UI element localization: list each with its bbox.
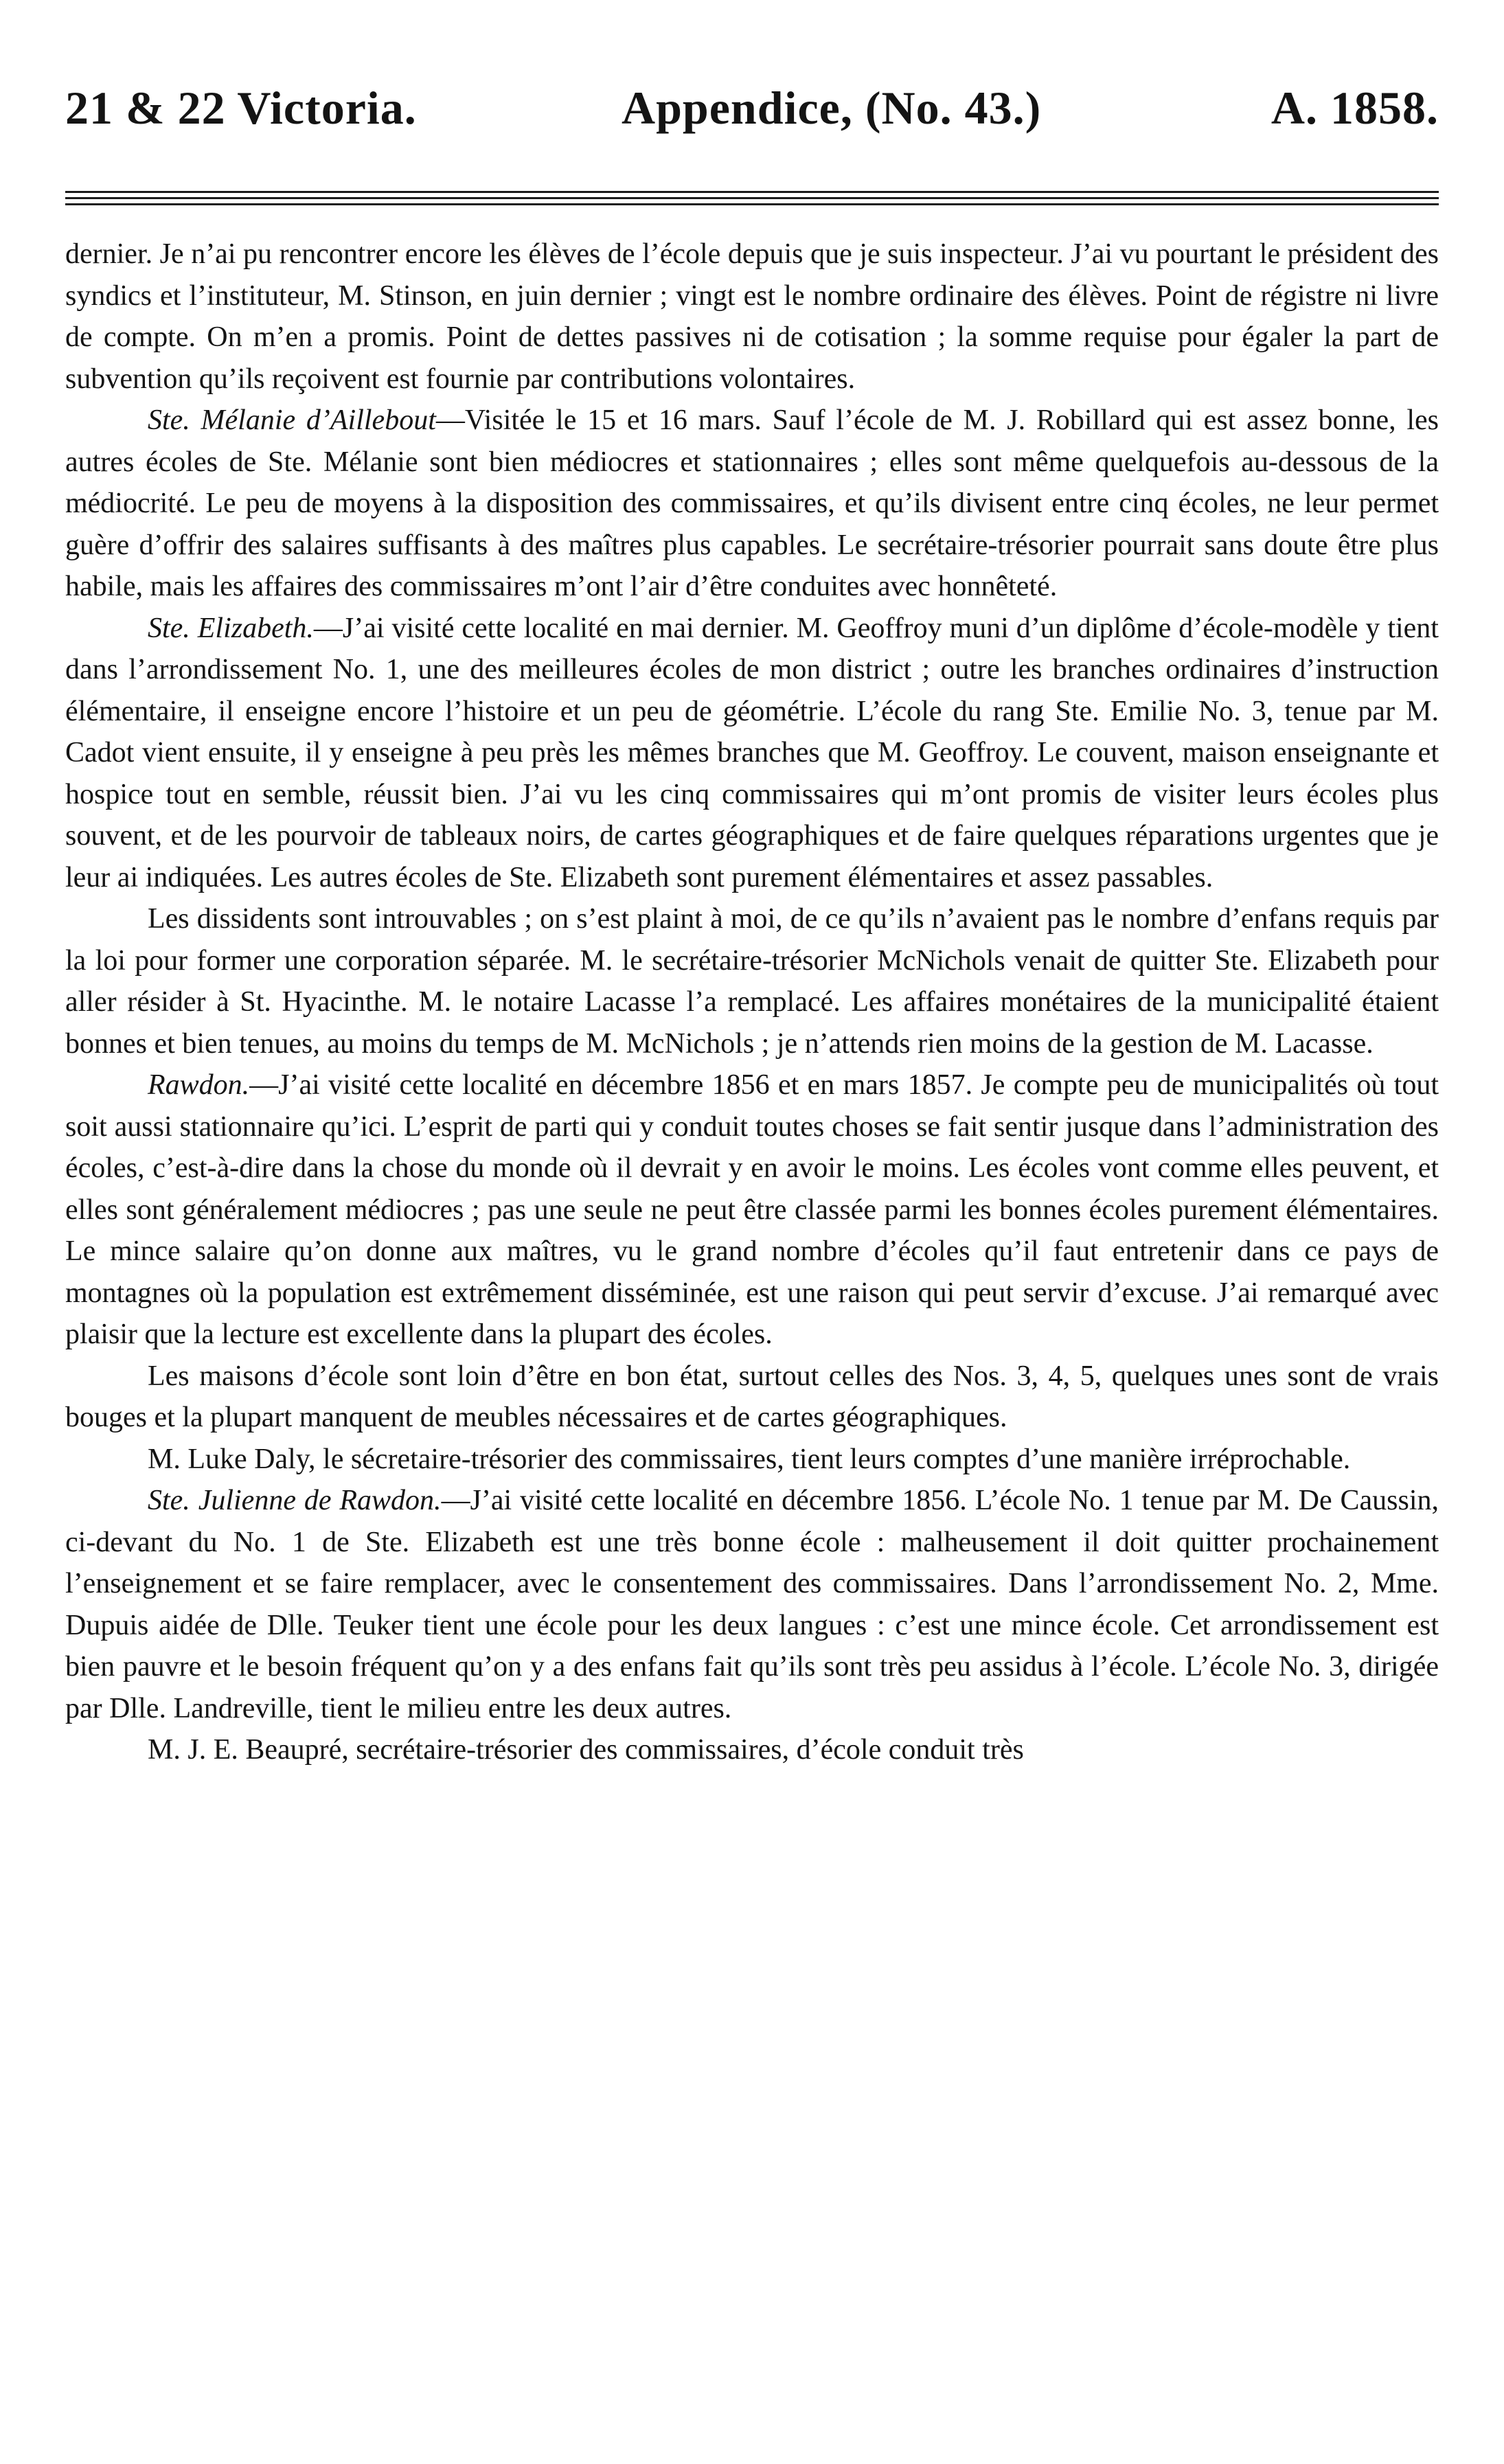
report-body (65, 233, 1439, 1771)
paragraph-7 (65, 1480, 1439, 1729)
header-year: A. 1858. (1271, 82, 1439, 134)
paragraph-5 (65, 1356, 1439, 1439)
paragraph-text-2: —J’ai visité cette localité en mai dernier. M. Geoffroy muni d’un diplôme d’école-modèle y tient dans l’arrondissement No. 1, une des meilleures écoles de mon district ; outre les branches ordinaires d’instruction élémentaire, il enseigne encore l’histoire et un peu de géométrie. L’école du rang Ste. Emilie No. 3, tenue par M. Cadot vient ensuite, il y enseigne à peu près les mêmes branches que M. Geoffroy. Le couvent, maison enseignante et hospice tout en semble, réussit bien. J’ai vu les cinq commissaires qui m’ont promis de visiter leurs écoles plus souvent, et de les pourvoir de tableaux noirs, de cartes géographiques et de faire quelques réparations urgentes que je leur ai indiquées. Les autres écoles de Ste. Elizabeth sont purement élémentaires et assez passables. (65, 612, 1439, 893)
paragraph-8 (65, 1729, 1439, 1771)
header-rule-bottom (65, 203, 1439, 205)
place-heading-ste-julienne: Ste. Julienne de Rawdon. (148, 1485, 442, 1516)
paragraph-text-0: dernier. Je n’ai pu rencontrer encore les élèves de l’école depuis que je suis inspecteur. J’ai vu pourtant le président des syndics et l’instituteur, M. Stinson, en juin dernier ; vingt est le nombre ordinaire des élèves. Point de régistre ni livre de compte. On m’en a promis. Point de dettes passives ni de cotisation ; la somme requise pour égaler la part de subvention qu’ils reçoivent est fournie par contributions volontaires. (65, 238, 1439, 395)
paragraph-text-5: Les maisons d’école sont loin d’être en bon état, surtout celles des Nos. 3, 4, 5, quelques unes sont de vrais bouges et la plupart manquent de meubles nécessaires et de cartes géographiques. (65, 1360, 1439, 1433)
header-statute: 21 & 22 Victoria. (65, 82, 417, 134)
paragraph-3 (65, 898, 1439, 1064)
paragraph-2 (65, 608, 1439, 899)
header-rule-top (65, 191, 1439, 193)
header-appendix: Appendice, (No. 43.) (622, 82, 1042, 134)
header-rule-middle (65, 197, 1439, 199)
place-heading-ste-melanie: Ste. Mélanie d’Aillebout (148, 404, 436, 436)
page-header (65, 81, 1439, 157)
paragraph-1 (65, 400, 1439, 608)
paragraph-0 (65, 233, 1439, 400)
place-heading-rawdon: Rawdon. (148, 1069, 250, 1101)
paragraph-4 (65, 1064, 1439, 1356)
paragraph-text-3: Les dissidents sont introuvables ; on s’est plaint à moi, de ce qu’ils n’avaient pas le nombre d’enfans requis par la loi pour former une corporation séparée. M. le secrétaire-trésorier McNichols venait de quitter Ste. Elizabeth pour aller résider à St. Hyacinthe. M. le notaire Lacasse l’a remplacé. Les affaires monétaires de la municipalité étaient bonnes et bien tenues, au moins du temps de M. McNichols ; je n’attends rien moins de la gestion de M. Lacasse. (65, 903, 1439, 1060)
paragraph-text-4: —J’ai visité cette localité en décembre 1856 et en mars 1857. Je compte peu de municipalités où tout soit aussi stationnaire qu’ici. L’esprit de parti qui y conduit toutes choses se fait sentir jusque dans l’administration des écoles, c’est-à-dire dans la chose du monde où il devrait y en avoir le moins. Les écoles vont comme elles peuvent, et elles sont généralement médiocres ; pas une seule ne peut être classée parmi les bonnes écoles purement élémentaires. Le mince salaire qu’on donne aux maîtres, vu le grand nombre d’écoles qu’il faut entretenir dans ce pays de montagnes où la population est extrêmement disséminée, est une raison qui peut servir d’excuse. J’ai remarqué avec plaisir que la lecture est excellente dans la plupart des écoles. (65, 1069, 1439, 1350)
document-page (65, 0, 1439, 2464)
paragraph-text-6: M. Luke Daly, le sécretaire-trésorier des commissaires, tient leurs comptes d’une manière irréprochable. (148, 1443, 1351, 1475)
paragraph-text-1: —Visitée le 15 et 16 mars. Sauf l’école de M. J. Robillard qui est assez bonne, les autres écoles de Ste. Mélanie sont bien médiocres et stationnaires ; elles sont même quelquefois au-dessous de la médiocrité. Le peu de moyens à la disposition des commissaires, et qu’ils divisent entre cinq écoles, ne leur permet guère d’offrir des salaires suffisants à des maîtres plus capables. Le secrétaire-trésorier pourrait sans doute être plus habile, mais les affaires des commissaires m’ont l’air d’être conduites avec honnêteté. (65, 404, 1439, 602)
paragraph-text-8: M. J. E. Beaupré, secrétaire-trésorier des commissaires, d’école conduit très (148, 1734, 1024, 1766)
paragraph-text-7: —J’ai visité cette localité en décembre 1856. L’école No. 1 tenue par M. De Caussin, ci-devant du No. 1 de Ste. Elizabeth est une très bonne école : malheusement il doit quitter prochainement l’enseignement et se faire remplacer, avec le consentement des commissaires. Dans l’arrondissement No. 2, Mme. Dupuis aidée de Dlle. Teuker tient une école pour les deux langues : c’est une mince école. Cet arrondissement est bien pauvre et le besoin fréquent qu’on y a des enfans fait qu’ils sont très peu assidus à l’école. L’école No. 3, dirigée par Dlle. Landreville, tient le milieu entre les deux autres. (65, 1485, 1439, 1724)
paragraph-6 (65, 1439, 1439, 1481)
place-heading-ste-elizabeth: Ste. Elizabeth. (148, 612, 314, 644)
